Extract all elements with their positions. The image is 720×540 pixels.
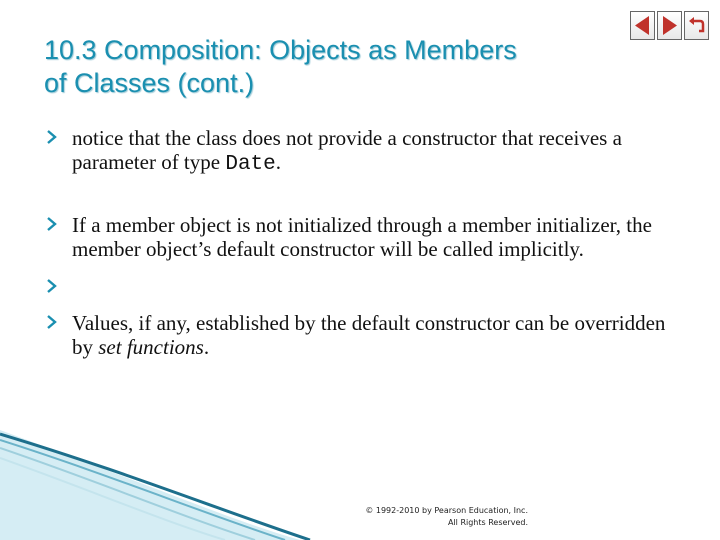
bullet-item [46, 311, 686, 359]
bullet-text: notice that the class does not provide a constructor that receives a parameter of type [72, 126, 622, 174]
next-slide-button[interactable] [657, 11, 682, 40]
title-line-1: 10.3 Composition: Objects as Members [44, 35, 517, 65]
copyright-footer [365, 505, 528, 529]
bullet-item [46, 126, 686, 177]
footer-line-1: © 1992-2010 by Pearson Education, Inc. [365, 506, 528, 515]
bullet-item [46, 213, 686, 261]
arrow-bullet-icon [46, 314, 58, 330]
return-button[interactable] [684, 11, 709, 40]
bullet-text-end: . [203, 335, 210, 359]
bullet-text: If a member object is not initialized through a member initializer, the member object’s default constructor will be called implicitly. [72, 213, 652, 261]
arrow-bullet-icon [46, 129, 58, 145]
arrow-bullet-icon [46, 278, 58, 294]
title-line-2: of Classes (cont.) [44, 68, 255, 98]
bullet-list [46, 120, 686, 359]
bullet-item-empty [46, 275, 686, 297]
slide-title [44, 34, 654, 100]
arrow-bullet-icon [46, 216, 58, 232]
bullet-text-end: . [275, 150, 282, 174]
footer-line-2: All Rights Reserved. [447, 518, 528, 527]
bullet-text: Values, if any, established by the default constructor can be overridden by [72, 311, 666, 359]
return-icon [685, 12, 708, 39]
previous-slide-button[interactable] [630, 11, 655, 40]
triangle-right-icon [658, 12, 681, 39]
italic-term: set functions [98, 335, 204, 359]
triangle-left-icon [631, 12, 654, 39]
code-date: Date [225, 153, 276, 176]
decorative-wave [0, 430, 720, 540]
